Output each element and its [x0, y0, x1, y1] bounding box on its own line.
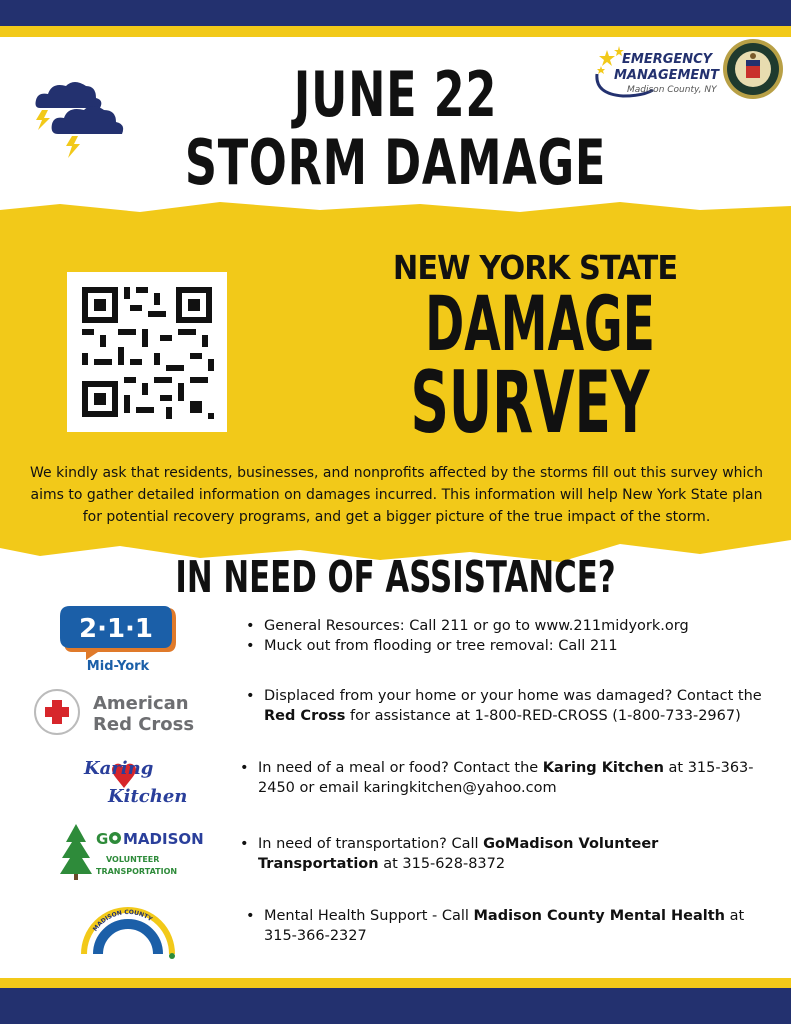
logo-arc-line2: Red Cross [93, 714, 195, 735]
logo-gomadison [58, 820, 204, 882]
logo-211-region: Mid-York [86, 659, 150, 674]
logo-gm-line3: TRANSPORTATION [96, 867, 178, 876]
top-navy-band [0, 0, 791, 26]
logo-arc-line1: American [93, 693, 189, 714]
em-logo-line3: Madison County, NY [627, 85, 717, 95]
logo-mh-arc-text: MADISON COUNTY [91, 908, 154, 933]
list-item-redcross: • Displaced from your home or your home was damaged? Contact the Red Cross for assistance at 1-800-RED-CROSS (1-800-733-2967) [246, 686, 766, 726]
list-mental [246, 906, 746, 946]
logo-karing-kitchen [78, 752, 190, 808]
karing-name: Karing Kitchen [542, 760, 664, 776]
logo-gm-line2: VOLUNTEER [106, 855, 160, 864]
survey-survey-title: SURVEY [410, 353, 650, 453]
survey-state-title: NEW YORK STATE [392, 248, 678, 287]
logo-kk-line2: Kitchen [108, 786, 188, 807]
list-item-211-general: • General Resources: Call 211 or go to www.211midyork.org [246, 616, 766, 636]
logo-gm-brand-post: MADISON [123, 830, 204, 848]
qr-code[interactable] [67, 272, 227, 432]
survey-damage-title: DAMAGE [425, 279, 655, 368]
list-item-karing: • In need of a meal or food? Contact the Karing Kitchen at 315-363-2450 or email karingkitchen@yahoo.com [240, 758, 760, 798]
top-yellow-band [0, 26, 791, 37]
em-logo-line2: MANAGEMENT [614, 68, 720, 83]
logo-211-number: 2·1·1 [78, 614, 154, 644]
assistance-heading: IN NEED OF ASSISTANCE? [175, 552, 616, 603]
mental-name: Madison County Mental Health [473, 908, 726, 924]
gomadison-name: GoMadison Volunteer Transportation [258, 836, 659, 872]
logo-american-red-cross [33, 684, 208, 740]
list-item-211-muck: • Muck out from flooding or tree removal: Call 211 [246, 636, 766, 656]
redcross-name: Red Cross [264, 708, 346, 724]
logo-gm-brand-pre: G [96, 830, 109, 848]
list-redcross [246, 686, 766, 726]
em-logo-line1: EMERGENCY [622, 52, 713, 67]
list-item-mental: • Mental Health Support - Call Madison County Mental Health at 315-366-2327 [246, 906, 746, 946]
qr-code-icon [67, 272, 227, 432]
survey-intro-text: We kindly ask that residents, businesses, and nonprofits affected by the storms fill out this survey which aims to gather detailed information on damages incurred. This information will help New York State plan for potential recovery programs, and get a bigger picture of the true impact of the storm. [30, 465, 763, 525]
bottom-yellow-band [0, 978, 791, 988]
list-karing [240, 758, 760, 798]
list-211 [246, 616, 766, 656]
bottom-navy-band [0, 988, 791, 1024]
county-seal-icon [722, 38, 784, 100]
headline-date: JUNE 22 [293, 58, 498, 131]
logo-kk-line1: Karing [84, 758, 154, 779]
list-gomadison [240, 834, 670, 874]
headline-title: STORM DAMAGE [184, 126, 607, 199]
logo-madison-mental-health [76, 902, 180, 960]
list-item-gomadison: • In need of transportation? Call GoMadison Volunteer Transportation at 315-628-8372 [240, 834, 670, 874]
logo-211-mid-york [58, 604, 180, 674]
